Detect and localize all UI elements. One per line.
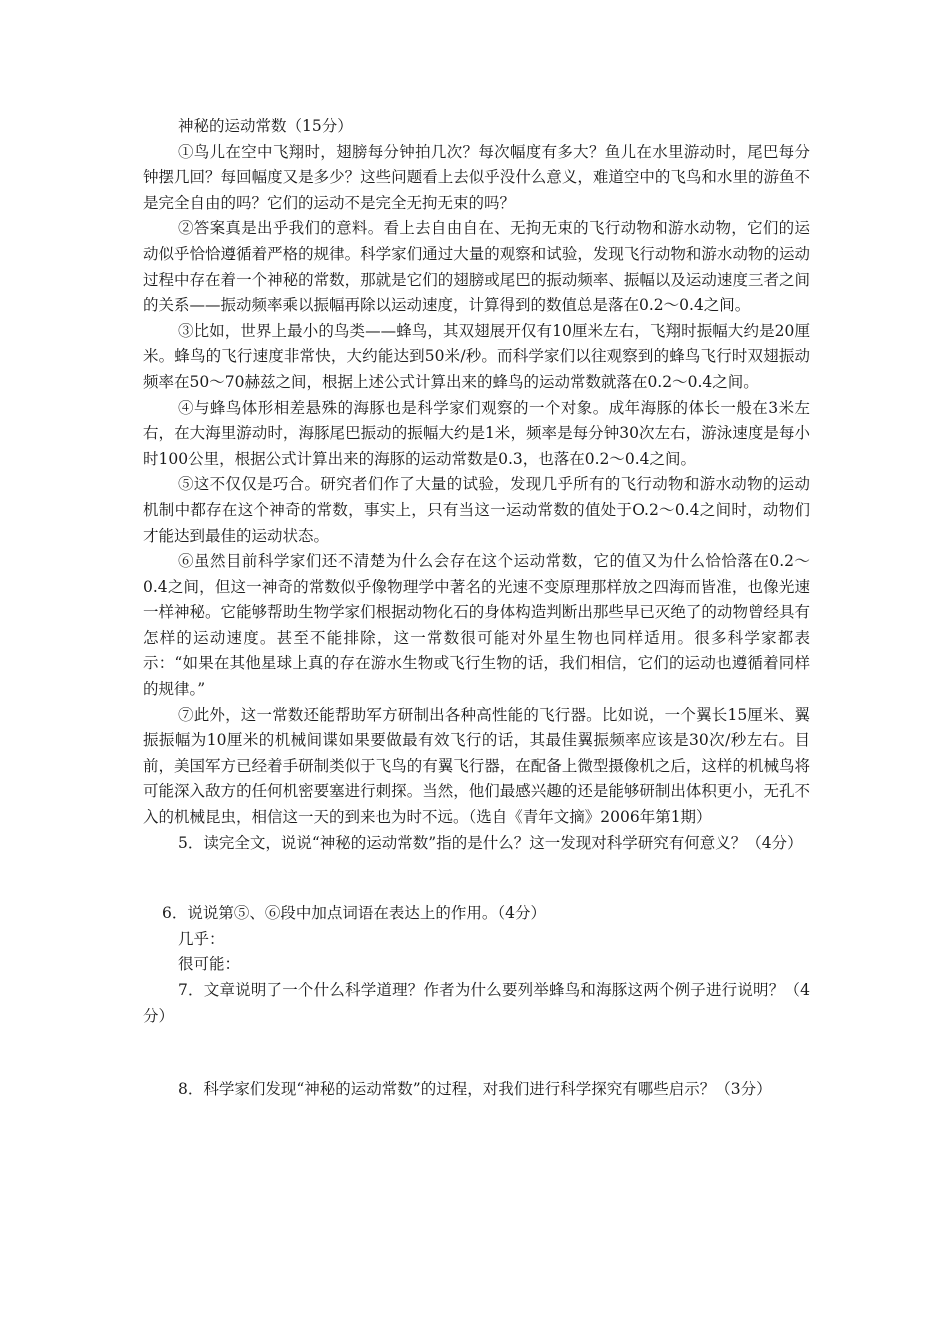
paragraph-5: ⑤这不仅仅是巧合。研究者们作了大量的试验，发现几乎所有的飞行动物和游水动物的运动机制中都存在这个神奇的常数，事实上，只有当这一运动常数的值处于O.2～0.4之间时，动物们才能达到最佳的运动状态。 bbox=[143, 475, 810, 545]
paragraph-2: ②答案真是出乎我们的意料。看上去自由自在、无拘无束的飞行动物和游水动物，它们的运动似乎恰恰遵循着严格的规律。科学家们通过大量的观察和试验，发现飞行动物和游水动物的运动过程中存在着一个神秘的常数，那就是它们的翅膀或尾巴的振动频率、振幅以及运动速度三者之间的关系——振动频率乘以振幅再除以运动速度，计算得到的数值总是落在0.2～0.4之间。 bbox=[143, 219, 810, 315]
answer-label-jihu: 几乎： bbox=[178, 929, 225, 948]
paragraph-7: ⑦此外，这一常数还能帮助军方研制出各种高性能的飞行器。比如说，一个翼长15厘米、翼振振幅为10厘米的机械间谍如果要做最有效飞行的话，其最佳翼振频率应该是30次/秒左右。目前，美国军方已经着手研制类似于飞鸟的有翼飞行器，在配备上微型摄像机之后，这样的机械鸟将可能深入敌方的任何机密要塞进行刺探。当然，他们最感兴趣的还是能够研制出体积更小，无孔不入的机械昆虫，相信这一天的到来也为时不远。（选自《青年文摘》2006年第1期） bbox=[143, 705, 810, 827]
question-8: 8．科学家们发现“神秘的运动常数”的过程，对我们进行科学探究有哪些启示？（3分） bbox=[178, 1080, 772, 1099]
paragraph-6: ⑥虽然目前科学家们还不清楚为什么会存在这个运动常数，它的值又为什么恰恰落在0.2～0.4之间，但这一神奇的常数似乎像物理学中著名的光速不变原理那样放之四海而皆准，也像光速一样神秘。它能够帮助生物学家们根据动物化石的身体构造判断出那些早已灭绝了的动物曾经具有怎样的运动速度。甚至不能排除，这一常数很可能对外星生物也同样适用。很多科学家都表示：“如果在其他星球上真的存在游水生物或飞行生物的话，我们相信，它们的运动也遵循着同样的规律。” bbox=[143, 552, 810, 699]
question-7: 7．文章说明了一个什么科学道理？作者为什么要列举蜂鸟和海豚这两个例子进行说明？（4分） bbox=[143, 981, 810, 1025]
question-6: 6．说说第⑤、⑥段中加点词语在表达上的作用。（4分） bbox=[162, 904, 546, 923]
paragraph-1: ①鸟儿在空中飞翔时，翅膀每分钟拍几次？每次幅度有多大？鱼儿在水里游动时，尾巴每分钟摆几回？每回幅度又是多少？这些问题看上去似乎没什么意义，难道空中的飞鸟和水里的游鱼不是完全自由的吗？它们的运动不是完全无拘无束的吗？ bbox=[143, 142, 810, 212]
document-page bbox=[143, 114, 810, 1103]
article-title: 神秘的运动常数（15分） bbox=[178, 117, 353, 135]
answer-label-henkeneng: 很可能： bbox=[178, 955, 241, 974]
question-5: 5．读完全文，说说“神秘的运动常数”指的是什么？这一发现对科学研究有何意义？（4分） bbox=[178, 833, 803, 852]
paragraph-3: ③比如，世界上最小的鸟类——蜂鸟，其双翅展开仅有10厘米左右，飞翔时振幅大约是20厘米。蜂鸟的飞行速度非常快，大约能达到50米/秒。而科学家们以往观察到的蜂鸟飞行时双翅振动频率在50～70赫兹之间，根据上述公式计算出来的蜂鸟的运动常数就落在0.2～0.4之间。 bbox=[143, 321, 810, 391]
paragraph-4: ④与蜂鸟体形相差悬殊的海豚也是科学家们观察的一个对象。成年海豚的体长一般在3米左右，在大海里游动时，海豚尾巴振动的振幅大约是1米，频率是每分钟30次左右，游泳速度是每小时100公里，根据公式计算出来的海豚的运动常数是0.3，也落在0.2～0.4之间。 bbox=[143, 398, 810, 468]
